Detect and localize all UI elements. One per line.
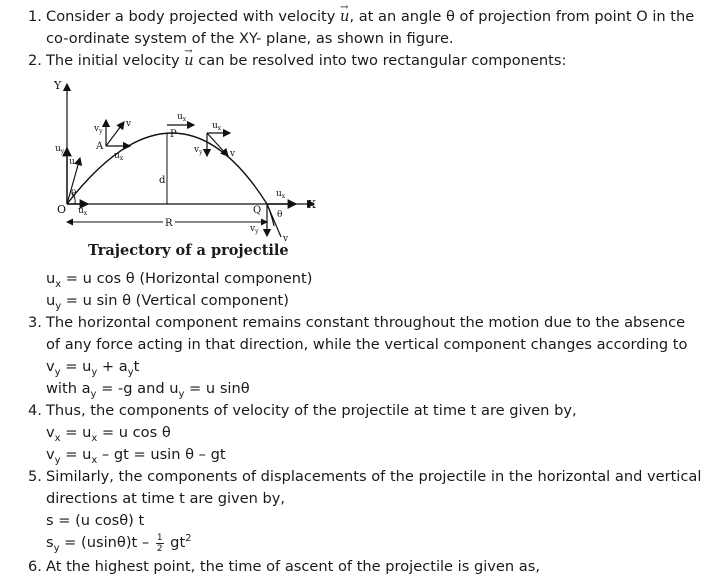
v-label-a: v xyxy=(126,119,132,129)
item-1-text xyxy=(46,6,694,28)
item-4-number: 4. xyxy=(28,402,42,419)
u-vector-2: → u xyxy=(184,50,193,72)
eq-ux-a: u xyxy=(46,270,56,287)
eq-with-c: = u sinθ xyxy=(184,380,250,397)
theta-label-q: θ xyxy=(277,210,283,220)
eq-vx2-s1: x xyxy=(54,433,61,444)
vy-label-q: $v_y$ xyxy=(250,224,259,235)
theta-label-o: θ xyxy=(71,189,77,199)
point-p-label: P xyxy=(170,129,177,140)
u-label: u xyxy=(69,157,75,167)
eq-vx2-s2: x xyxy=(91,433,98,444)
eq-sy-s1: y xyxy=(53,543,60,554)
eq-vy-s3: y xyxy=(127,367,134,378)
item-3-text: The horizontal component remains constant throughout the motion due to the absence xyxy=(46,314,686,331)
item-1-number: 1. xyxy=(28,8,42,25)
eq-uy-b: = u sin θ (Vertical component) xyxy=(61,292,289,309)
item-1-line-2: co-ordinate system of the XY- plane, as shown in figure. xyxy=(46,30,454,47)
projectile-figure xyxy=(44,76,344,244)
eq-uy-sub: y xyxy=(55,301,62,312)
eq-vy-s1: y xyxy=(54,367,61,378)
eq-vy-c: + a xyxy=(97,358,128,375)
eq-vy-d: t xyxy=(133,358,140,375)
item-6-text: At the highest point, the time of ascent of the projectile is given as, xyxy=(46,558,540,575)
eq-sy xyxy=(46,532,192,556)
x-axis-label: X xyxy=(308,198,316,211)
eq-vy2-s2: x xyxy=(91,455,98,466)
ux-label-q: $u_x$ xyxy=(276,189,286,200)
eq-ux-sub: x xyxy=(55,279,62,290)
eq-vy2-b: = u xyxy=(60,446,92,463)
eq-vx2-c: = u cos θ xyxy=(97,424,171,441)
eq-vy-b: = u xyxy=(60,358,92,375)
eq-vy xyxy=(46,356,139,380)
eq-ux-b: = u cos θ (Horizontal component) xyxy=(61,270,313,287)
item-3-number: 3. xyxy=(28,314,42,331)
vy-label-desc: $v_y$ xyxy=(194,145,203,156)
velocity-a-v xyxy=(106,122,124,146)
eq-with-s1: y xyxy=(90,389,97,400)
eq-vx2 xyxy=(46,422,171,446)
ux-label-p: $u_x$ xyxy=(177,112,187,123)
origin-label: O xyxy=(57,203,67,216)
eq-uy xyxy=(46,290,289,314)
ux-label-o: $u_x$ xyxy=(78,206,88,217)
eq-vx2-a: v xyxy=(46,424,55,441)
eq-with-s2: y xyxy=(178,389,185,400)
y-axis-label: Y xyxy=(54,79,62,92)
eq-vy2 xyxy=(46,444,226,468)
ux-label-desc: $u_x$ xyxy=(212,121,222,132)
item-5-text: Similarly, the components of displacements of the projectile in the horizontal and vertical xyxy=(46,468,702,485)
item-2-text-b: can be resolved into two rectangular components: xyxy=(193,52,567,69)
eq-uy-a: u xyxy=(46,292,56,309)
eq-vy-a: v xyxy=(46,358,55,375)
vy-label-a: $v_y$ xyxy=(94,124,103,135)
fraction-half xyxy=(156,533,164,554)
fraction-denominator: 2 xyxy=(156,543,163,554)
eq-with-a: with a xyxy=(46,380,91,397)
point-a-label: A xyxy=(96,141,104,152)
eq-vy2-c: – gt = usin θ – gt xyxy=(97,446,226,463)
height-d-label: d xyxy=(159,175,166,186)
item-5-line-2: directions at time t are given by, xyxy=(46,490,286,507)
eq-with-b: = -g and u xyxy=(96,380,179,397)
eq-ux xyxy=(46,268,312,292)
eq-vy2-a: v xyxy=(46,446,55,463)
item-3-line-2: of any force acting in that direction, while the vertical component changes according to xyxy=(46,336,688,353)
eq-s: s = (u cosθ) t xyxy=(46,512,145,529)
item-1-text-a: Consider a body projected with velocity xyxy=(46,8,341,25)
item-4-text: Thus, the components of velocity of the projectile at time t are given by, xyxy=(46,402,577,419)
item-2-text xyxy=(46,50,566,72)
item-2-number: 2. xyxy=(28,52,42,69)
item-6-number: 6. xyxy=(28,558,42,575)
eq-vx2-b: = u xyxy=(60,424,92,441)
v-label-q: v xyxy=(283,234,289,244)
ux-label-a: $u_x$ xyxy=(114,151,124,162)
item-1-text-b: , at an angle θ of projection from point O in the xyxy=(349,8,695,25)
point-q-label: Q xyxy=(253,205,262,216)
eq-vy-s2: y xyxy=(91,367,98,378)
eq-with xyxy=(46,378,250,402)
eq-sy-c: gt xyxy=(165,534,186,551)
fraction-numerator: 1 xyxy=(156,532,163,543)
item-5-number: 5. xyxy=(28,468,42,485)
eq-sy-b: = (usinθ)t – xyxy=(59,534,154,551)
uy-label: $u_y$ xyxy=(55,144,65,155)
figure-caption: Trajectory of a projectile xyxy=(88,242,289,259)
u-vector: → u xyxy=(340,6,349,28)
velocity-q-v xyxy=(267,204,281,237)
range-r-label: R xyxy=(165,218,173,229)
eq-sy-sup: 2 xyxy=(185,533,192,544)
v-label-desc: v xyxy=(230,149,236,159)
item-2-text-a: The initial velocity xyxy=(46,52,185,69)
eq-sy-a: s xyxy=(46,534,54,551)
eq-vy2-s1: y xyxy=(54,455,61,466)
